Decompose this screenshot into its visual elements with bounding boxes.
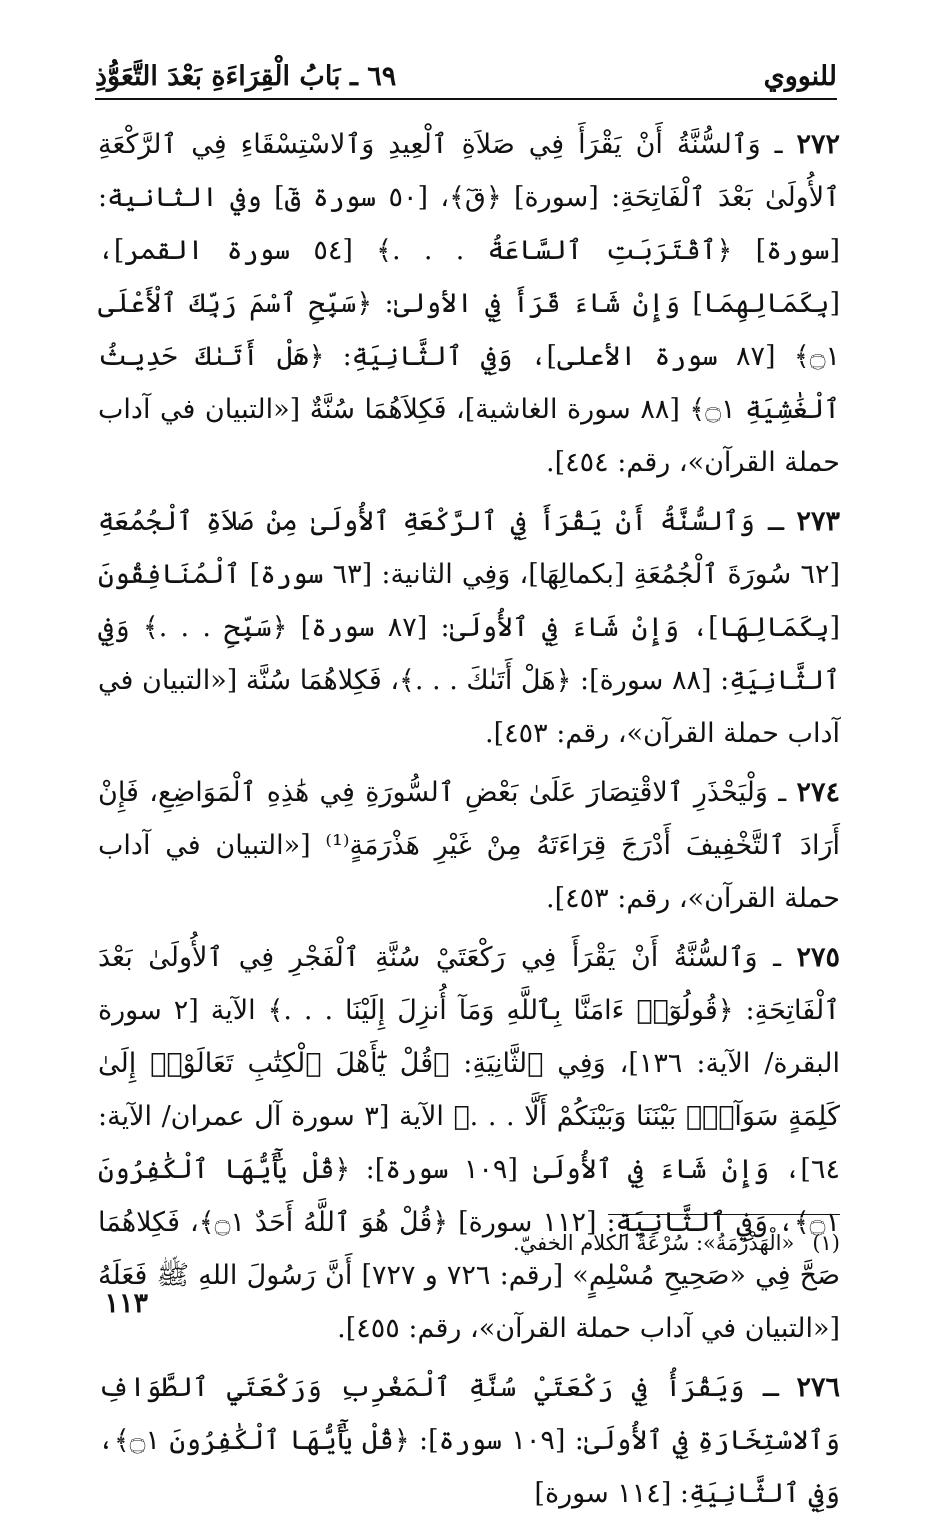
running-header: [95, 52, 837, 100]
page-number: ١١٣: [104, 1288, 148, 1319]
paragraph-text: ـ وَٱلسُّنَّةُ أَنْ يَقْرَأَ فِي صَلاَةِ ٱلْعِيدِ وَٱلاسْتِسْقَاءِ فِي ٱلرَّكْعَةِ ٱلأُولَىٰ بَعْدَ ٱلْفَاتِحَةِ: [سورة] ﴿قٓ﴾، [٥٠ سورة قٓ] وفي الثانية: [سورة] ﴿ٱقْتَرَبَتِ ٱلسَّاعَةُ . . .﴾ [٥٤ سورة القمر]، [بِكَمَالِهِمَا] وَإِنْ شَاءَ قَرَأَ فِي الأولىٰ: ﴿سَبِّحِ ٱسْمَ رَبِّكَ ٱلْأَعْلَى ۝١﴾ [٨٧ سورة الأعلى]، وَفِي ٱلثَّانِيَةِ: ﴿هَلْ أَتَىٰكَ حَدِيثُ ٱلْغَٰشِيَةِ ۝١﴾ [٨٨ سورة الغاشية]، فَكِلاَهُمَا سُنَّةٌ [«التبيان في آداب حملة القرآن»، رقم: ٤٥٤].: [98, 129, 841, 478]
paragraph-text: ـ وَٱلسُّنَّةُ أَنْ يَقْرَأَ فِي رَكْعَتَيْ سُنَّةِ ٱلْفَجْرِ فِي ٱلأُولَىٰ بَعْدَ ٱلْفَاتِحَةِ: ﴿قُولُوٓا۟ ءَامَنَّا بِٱللَّهِ وَمَآ أُنزِلَ إِلَيْنَا . . .﴾ الآية [٢ سورة البقرة/ الآية: ١٣٦]، وَفِي ٱلثَّانِيَةِ: ﴿قُلْ يَٰٓأَهْلَ ٱلْكِتَٰبِ تَعَالَوْا۟ إِلَىٰ كَلِمَةٍ سَوَآءٍۭ بَيْنَنَا وَبَيْنَكُمْ أَلَّا . . .﴾ الآية [٣ سورة آل عمران/ الآية: ٦٤]، وَإِنْ شَاءَ فِي ٱلأُولَىٰ [١٠٩ سورة]: ﴿قُلْ يَٰٓأَيُّهَا ٱلْكَٰفِرُونَ ۝١﴾، وَفِي ٱلثَّانِيَةِ: [١١٢ سورة] ﴿قُلْ هُوَ ٱللَّهُ أَحَدٌ ۝١﴾، فَكِلاهُمَا صَحَّ فِي «صَحِيحِ مُسْلِمٍ» [رقم: ٧٢٦ و ٧٢٧] أَنَّ رَسُولَ اللهِ ﷺ فَعَلَهُ [«التبيان في آداب حملة القرآن»، رقم: ٤٥٥].: [98, 942, 840, 1344]
footnote-divider: [608, 1214, 840, 1215]
paragraph-number: ٢٧٢: [796, 129, 840, 160]
paragraph-number: ٢٧٣: [796, 506, 840, 537]
paragraph-number: ٢٧٦: [796, 1372, 840, 1403]
footnote: [100, 1226, 840, 1260]
paragraph-number: ٢٧٥: [796, 942, 840, 973]
paragraph-273: [98, 495, 840, 760]
paragraph-text: ـ وَيَقْرَأُ فِي رَكْعَتَيْ سُنَّةِ ٱلْمَغْرِبِ وَرَكْعَتَيِ ٱلطَّوَافِ وَٱلاسْتِخَارَةِ فِي ٱلأُولَىٰ: [١٠٩ سورة]: ﴿قُلْ يَٰٓأَيُّهَا ٱلْكَٰفِرُونَ ۝١﴾، وَفِي ٱلثَّانِيَةِ: [١١٤ سورة]: [98, 1372, 841, 1509]
main-text: [98, 118, 840, 1526]
header-book-title: للنووي: [763, 61, 837, 92]
paragraph-276: [98, 1361, 840, 1520]
header-section-title: ٦٩ ـ بَابُ الْقِرَاءَةِ بَعْدَ التَّعَوُّذِ: [95, 61, 397, 92]
paragraph-text: ـ وَلْيَحْذَرِ ٱلاقْتِصَارَ عَلَىٰ بَعْضِ ٱلسُّورَةِ فِي هَٰذِهِ ٱلْمَوَاضِعِ، فَإِنْ أَرَادَ ٱلتَّخْفِيفَ أَدْرَجَ قِرَاءَتَهُ مِنْ غَيْرِ هَذْرَمَةٍ⁽¹⁾ [«التبيان في آداب حملة القرآن»، رقم: ٤٥٣].: [98, 777, 841, 914]
footnote-text: «الْهَذْرَمَةُ»: سُرْعَةُ الكلام الخفيّ.: [513, 1231, 795, 1255]
footnote-mark: (١): [812, 1231, 840, 1255]
paragraph-274: [98, 766, 840, 925]
paragraph-275: [98, 931, 840, 1355]
paragraph-text: ـ وَٱلسُّنَّةُ أَنْ يَقْرَأَ فِي ٱلرَّكْعَةِ ٱلأُولَىٰ مِنْ صَلاَةِ ٱلْجُمُعَةِ [٦٢ سُورَةَ ٱلْجُمُعَةِ [بكمالِهَا]، وَفِي الثانية: [٦٣ سورة] ٱلْمُنَافِقُونَ [بِكَمَالِهَا]، وَإِنْ شَاءَ فِي ٱلأُولَىٰ: [٨٧ سورة] ﴿سَبِّحِ . . .﴾ وَفِي ٱلثَّانِيَةِ: [٨٨ سورة]: ﴿هَلْ أَتَىٰكَ . . .﴾، فَكِلاهُمَا سُنَّة [«التبيان في آداب حملة القرآن»، رقم: ٤٥٣].: [98, 506, 840, 749]
paragraph-272: [98, 118, 840, 489]
paragraph-number: ٢٧٤: [796, 777, 840, 808]
